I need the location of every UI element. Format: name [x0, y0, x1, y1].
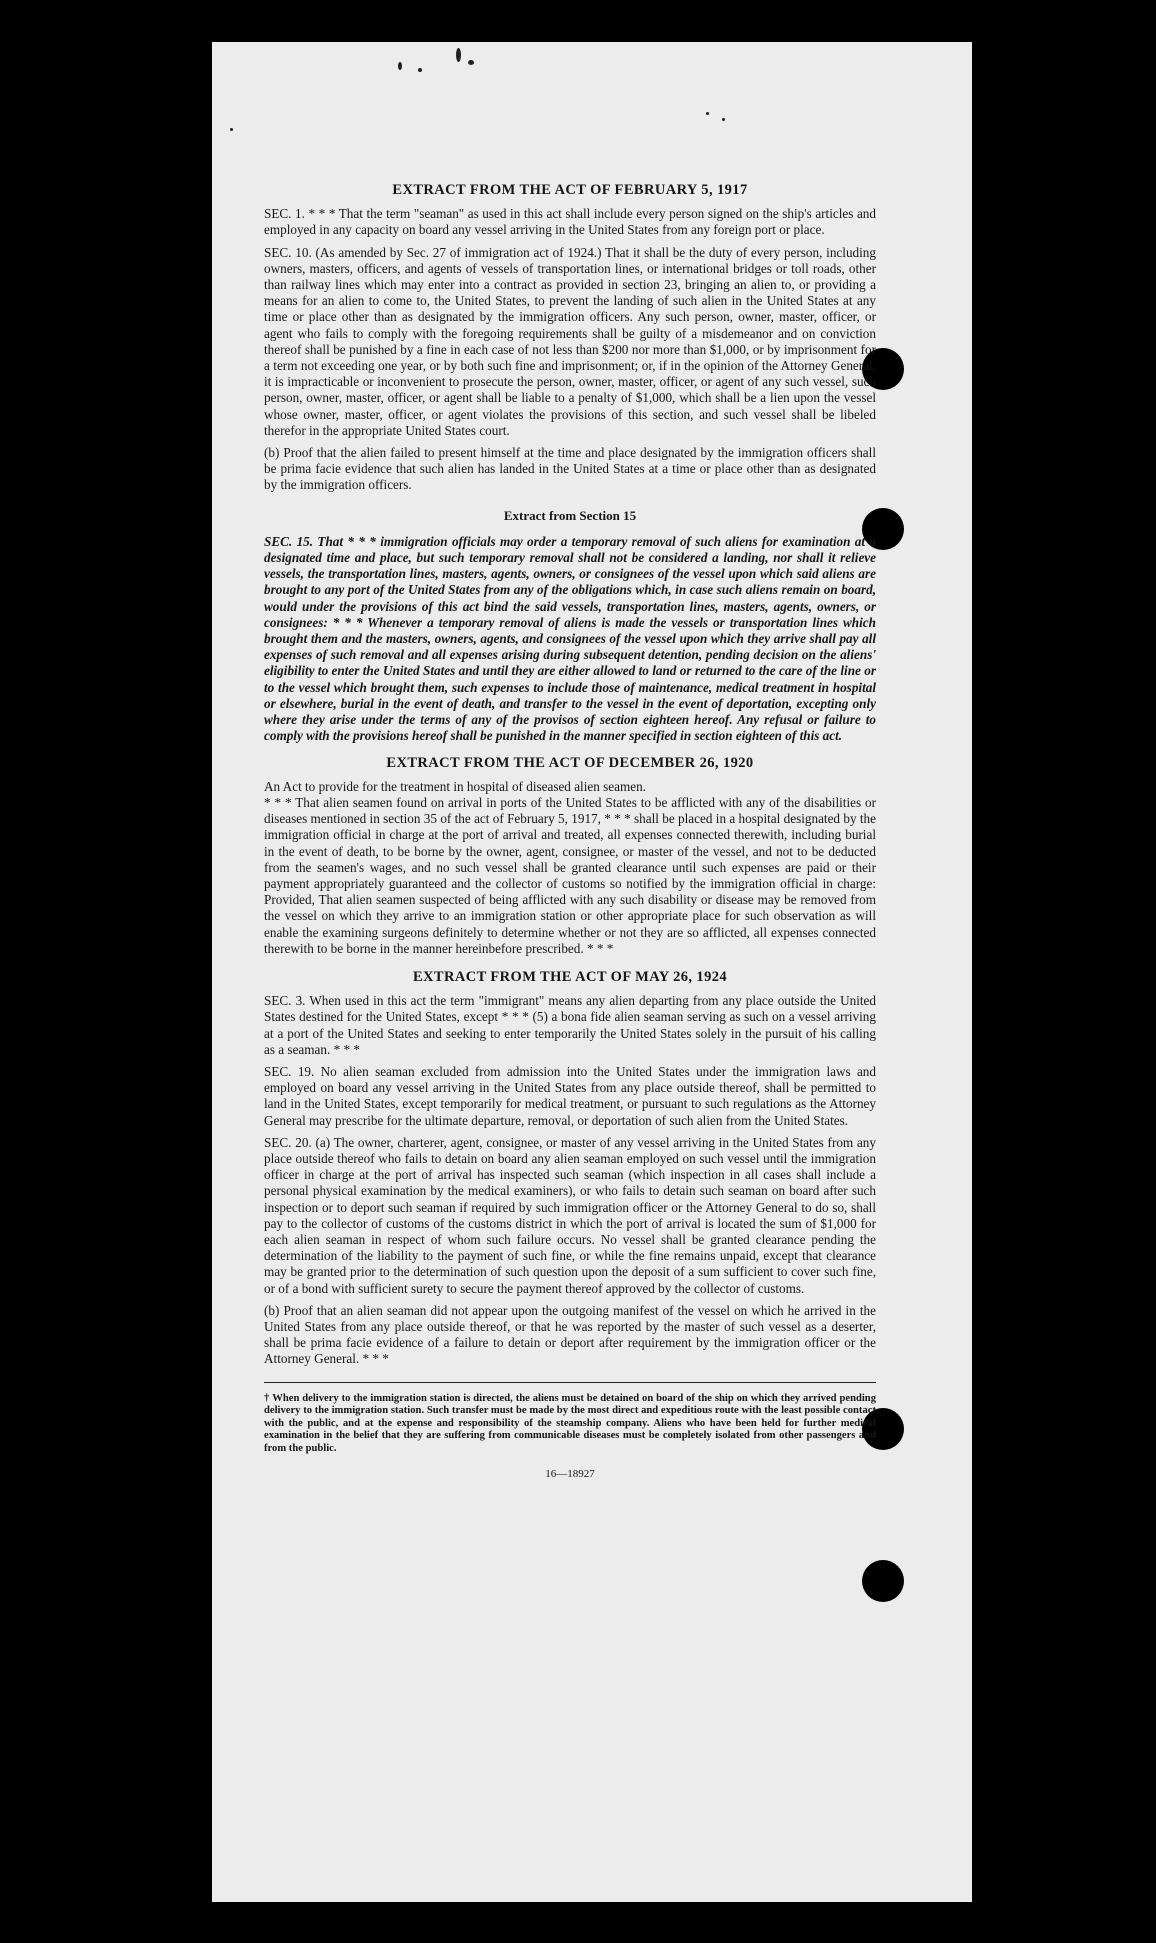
paragraph: SEC. 19. No alien seaman excluded from admission into the United States under the immigration laws and employed on board any vessel arriving in the United States from any place outside thereof, shall be permitted to land in the United States, except temporarily for medical treatment, or pursuant to such regulations as the Attorney General may prescribe for the ultimate departure, removal, or deportation of such alien from the United States.: [264, 1063, 876, 1128]
scan-speck: [468, 60, 474, 65]
punch-hole: [862, 1560, 904, 1602]
paragraph: SEC. 20. (a) The owner, charterer, agent, consignee, or master of any vessel arriving in the United States from any place outside thereof who fails to detain on board any alien seaman employed on such vessel until the immigration officer in charge at the port of arrival has inspected such seaman (which inspection in all cases shall include a personal physical examination by the medical examiners), or who fails to detain such seaman on board after such inspection or to deport such seaman if required by such immigration officer or the Attorney General to do so, shall pay to the collector of customs of the customs district in which the port of arrival is located the sum of $1,000 for each alien seaman in respect of whom such failure occurs. No vessel shall be granted clearance pending the determination of the liability to the payment of such fine, or while the fine remains unpaid, except that clearance may be granted prior to the determination of such question upon the deposit of a sum sufficient to cover such fine, or of a bond with sufficient surety to secure the payment thereof approved by the collector of customs.: [264, 1134, 876, 1296]
document-page: [212, 42, 972, 1902]
divider: [264, 1382, 876, 1383]
paragraph: SEC. 10. (As amended by Sec. 27 of immigration act of 1924.) That it shall be the duty of every person, including owners, masters, officers, and agents of vessels of transportation lines, or international bridges or toll roads, other than railway lines which may enter into a contract as provided in section 23, bringing an alien to, or providing a means for an alien to come to, the United States, to prevent the landing of such alien in the United States at any time or place other than as designated by the immigration officers. Any such person, owner, master, officer, or agent who fails to comply with the foregoing requirements shall be guilty of a misdemeanor and on conviction thereof shall be punished by a fine in each case of not less than $200 nor more than $1,000, or by imprisonment for a term not exceeding one year, or by both such fine and imprisonment; or, if in the opinion of the Attorney General, it is impracticable or inconvenient to prosecute the person, owner, master, officer, or agent of any such vessel, such person, owner, master, officer, or agent shall be liable to a penalty of $1,000, which shall be a lien upon the vessel whose owner, master, officer, or agent violates the provisions of this section, and such vessel shall be libeled therefor in the appropriate United States court.: [264, 244, 876, 438]
document-body: [264, 182, 876, 1482]
form-number: 16—18927: [545, 1467, 595, 1480]
paragraph: An Act to provide for the treatment in hospital of diseased alien seamen.: [264, 778, 646, 794]
scan-speck: [230, 128, 233, 131]
scan-speck: [722, 118, 725, 121]
paragraph: SEC. 1. * * * That the term "seaman" as used in this act shall include every person signed on the ship's articles and employed in any capacity on board any vessel arriving in the United States from any foreign port or place.: [264, 206, 876, 238]
scan-speck: [418, 68, 422, 72]
paragraph: SEC. 3. When used in this act the term "immigrant" means any alien departing from any place outside the United States destined for the United States, except * * * (5) a bona fide alien seaman serving as such on a vessel arriving at a port of the United States and seeking to enter temporarily the United States solely in the pursuit of his calling as a seaman. * * *: [264, 993, 876, 1057]
scan-speck: [398, 62, 402, 70]
paragraph: (b) Proof that the alien failed to present himself at the time and place designated by the immigration officers shall be prima facie evidence that such alien has landed in the United States at a time or place other than as designated by the immigration officers.: [264, 445, 876, 493]
scan-speck: [706, 112, 709, 115]
section-title-dec-1920: EXTRACT FROM THE ACT OF DECEMBER 26, 1920: [386, 754, 754, 771]
paragraph: (b) Proof that an alien seaman did not appear upon the outgoing manifest of the vessel on which he arrived in the United States from any place outside thereof, or that he was reported by the master of such vessel as a deserter, shall be prima facie evidence of a failure to detain or deport after requirement by the immigration officer or the Attorney General. * * *: [264, 1302, 876, 1367]
scan-speck: [456, 48, 461, 62]
footnote: † When delivery to the immigration station is directed, the aliens must be detained on board of the ship on which they arrived pending delivery to the immigration station. Such transfer must be made by the most direct and expeditious route with the least possible contact with the public, and at the expense and responsibility of the steamship company. Aliens who have been held for further medical examination in the belief that they are suffering from communicable diseases must be completely isolated from other passengers and from the public.: [264, 1392, 876, 1454]
paragraph: * * * That alien seamen found on arrival in ports of the United States to be afflicted with any of the disabilities or diseases mentioned in section 35 of the act of February 5, 1917, * * * shall be placed in a hospital designated by the immigration official in charge at the port of arrival and treated, all expenses connected therewith, including burial in the event of death, to be borne by the owner, agent, consignee, or master of the vessel, and not to be deducted from the seamen's wages, and no such vessel shall be granted clearance until such expenses are paid or their payment appropriately guaranteed and the collector of customs so notified by the immigration official in charge: Provided, That alien seamen suspected of being afflicted with any such disability or disease may be removed from the vessel on which they arrive to an immigration station or other appropriate place for such observation as will enable the examining surgeons definitely to determine whether or not they are so afflicted, all expenses connected therewith to be borne in the manner hereinbefore prescribed. * * *: [264, 794, 876, 956]
section-title-may-1924: EXTRACT FROM THE ACT OF MAY 26, 1924: [412, 968, 728, 985]
section-title-feb-1917: EXTRACT FROM THE ACT OF FEBRUARY 5, 1917: [392, 182, 748, 198]
paragraph: SEC. 15. That * * * immigration officials may order a temporary removal of such aliens for examination at a designated time and place, but such temporary removal shall not be considered a landing, nor shall it relieve vessels, the transportation lines, masters, agents, owners, or consignees of the vessel upon which said aliens are brought to any port of the United States from any of the obligations which, in case such aliens remain on board, would under the provisions of this act bind the said vessels, transportation lines, masters, agents, owners, or consignees: * * * Whenever a temporary removal of aliens is made the vessels or transportation lines which brought them and the masters, owners, agents, and consignees of the vessel upon which they arrive shall pay all expenses of such removal and all expenses arising during subsequent detention, pending decision on the aliens' eligibility to enter the United States and until they are either allowed to land or returned to the care of the line or to the vessel which brought them, such expenses to include those of maintenance, medical treatment in hospital or elsewhere, burial in the event of death, and transfer to the vessel in the event of deportation, excepting only where they arise under the terms of any of the provisos of section eighteen hereof. Any refusal or failure to comply with the provisions hereof shall be punished in the manner specified in section eighteen of this act.: [264, 533, 876, 744]
section-subtitle-sec-15: Extract from Section 15: [503, 507, 637, 523]
